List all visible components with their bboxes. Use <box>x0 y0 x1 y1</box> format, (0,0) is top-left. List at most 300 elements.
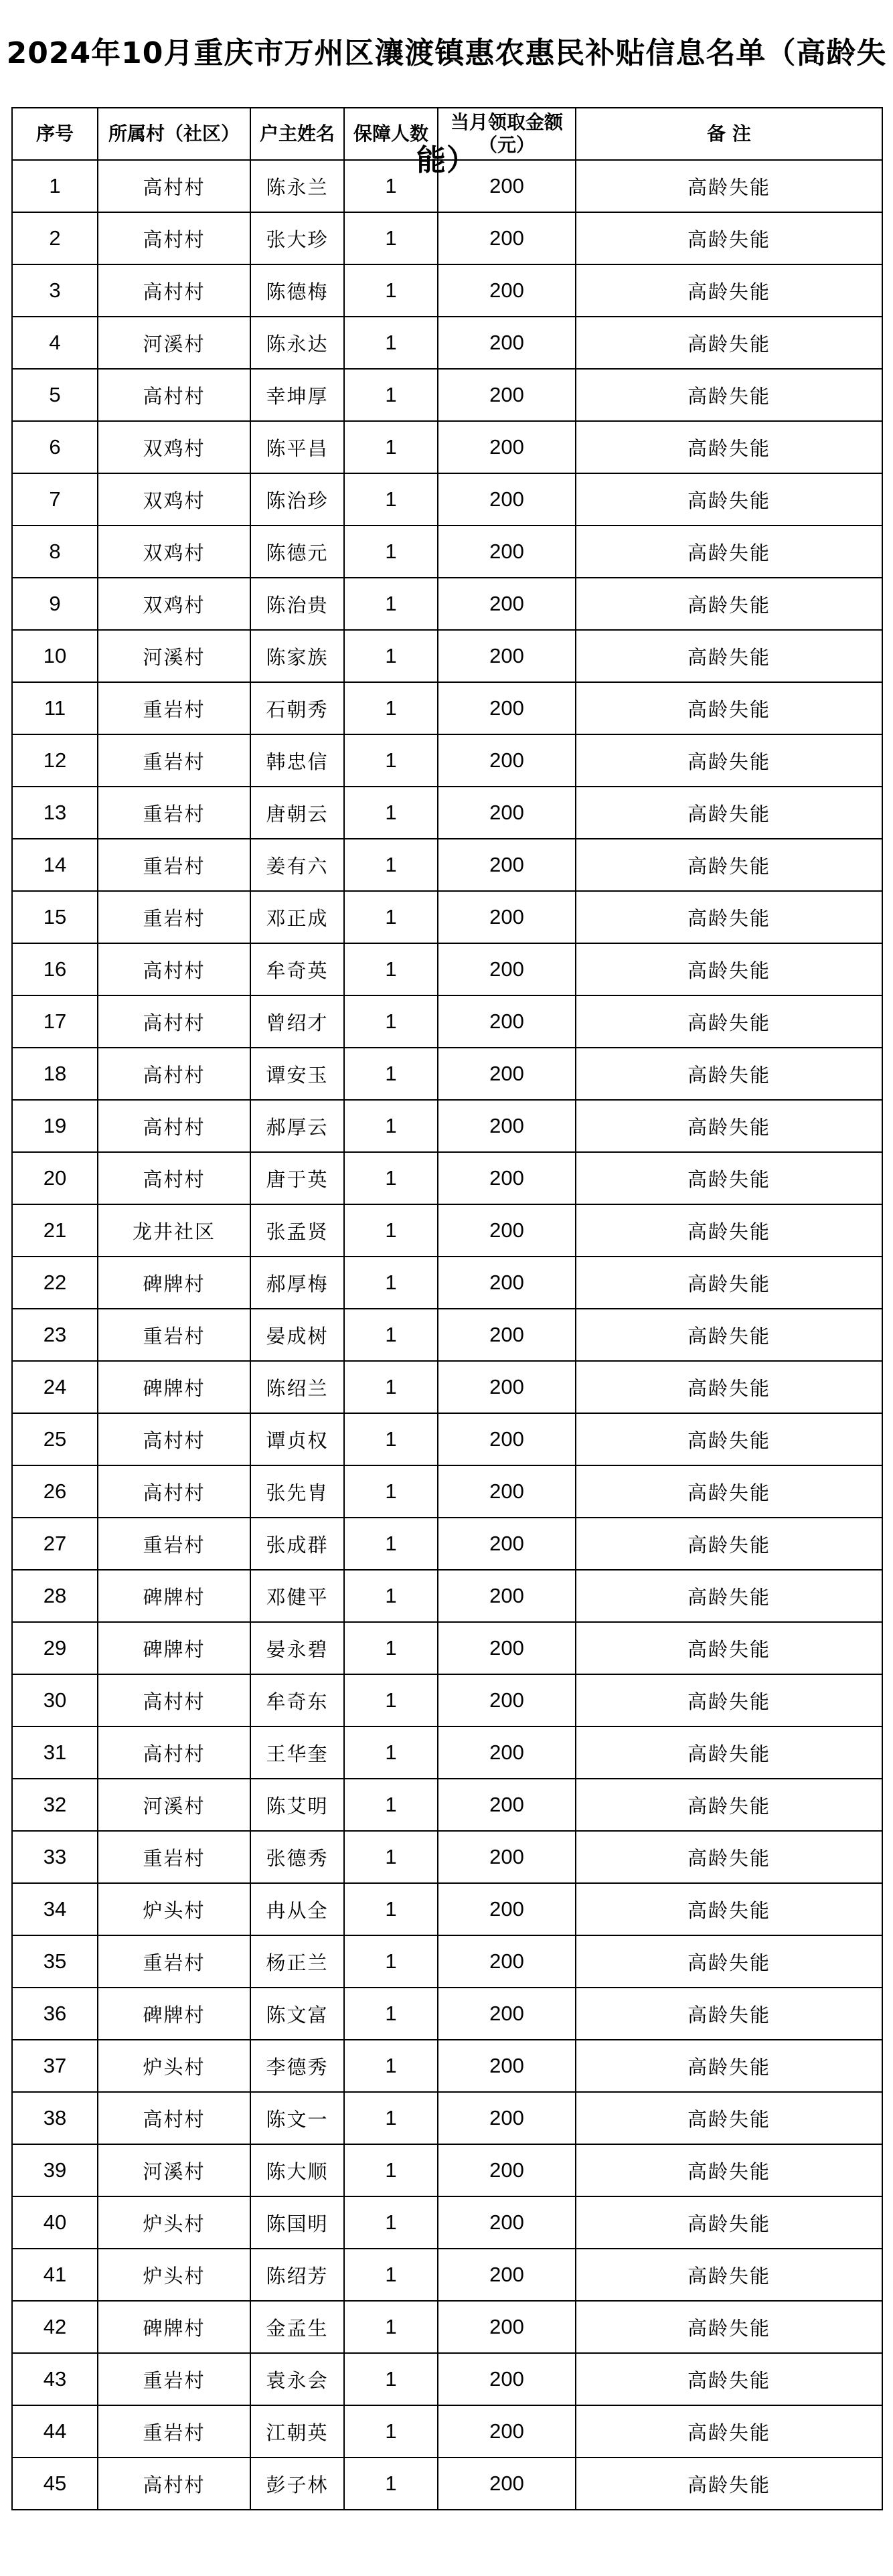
cell-no: 33 <box>12 1831 98 1883</box>
cell-no: 27 <box>12 1518 98 1570</box>
cell-note: 高龄失能 <box>576 1779 882 1831</box>
header-name: 户主姓名 <box>250 108 344 160</box>
cell-note: 高龄失能 <box>576 1048 882 1100</box>
subsidy-table <box>11 107 883 2510</box>
cell-amount: 200 <box>438 1204 576 1257</box>
cell-count: 1 <box>344 1518 438 1570</box>
cell-note: 高龄失能 <box>576 943 882 995</box>
cell-count: 1 <box>344 2353 438 2405</box>
table-row <box>12 1988 882 2040</box>
cell-note: 高龄失能 <box>576 1100 882 1152</box>
cell-count: 1 <box>344 1883 438 1935</box>
cell-amount: 200 <box>438 1361 576 1413</box>
cell-name: 幸坤厚 <box>250 369 344 421</box>
cell-count: 1 <box>344 2092 438 2144</box>
cell-amount: 200 <box>438 1883 576 1935</box>
table-row <box>12 1413 882 1465</box>
table-row <box>12 1883 882 1935</box>
cell-village: 高村村 <box>98 2092 250 2144</box>
cell-village: 高村村 <box>98 1465 250 1518</box>
cell-note: 高龄失能 <box>576 421 882 473</box>
cell-amount: 200 <box>438 1152 576 1204</box>
cell-count: 1 <box>344 421 438 473</box>
table-row <box>12 421 882 473</box>
cell-village: 高村村 <box>98 2458 250 2510</box>
cell-count: 1 <box>344 317 438 369</box>
cell-no: 31 <box>12 1726 98 1779</box>
cell-note: 高龄失能 <box>576 630 882 682</box>
cell-village: 重岩村 <box>98 891 250 943</box>
cell-no: 29 <box>12 1622 98 1674</box>
cell-count: 1 <box>344 526 438 578</box>
cell-count: 1 <box>344 1570 438 1622</box>
cell-village: 高村村 <box>98 212 250 264</box>
cell-village: 双鸡村 <box>98 578 250 630</box>
cell-no: 1 <box>12 160 98 212</box>
cell-name: 谭贞权 <box>250 1413 344 1465</box>
cell-no: 11 <box>12 682 98 734</box>
table-row <box>12 2353 882 2405</box>
cell-amount: 200 <box>438 473 576 526</box>
cell-note: 高龄失能 <box>576 1152 882 1204</box>
cell-note: 高龄失能 <box>576 2040 882 2092</box>
cell-name: 谭安玉 <box>250 1048 344 1100</box>
cell-note: 高龄失能 <box>576 1726 882 1779</box>
cell-amount: 200 <box>438 2249 576 2301</box>
cell-name: 晏成树 <box>250 1309 344 1361</box>
cell-note: 高龄失能 <box>576 1674 882 1726</box>
cell-amount: 200 <box>438 787 576 839</box>
cell-village: 高村村 <box>98 1413 250 1465</box>
cell-no: 37 <box>12 2040 98 2092</box>
cell-no: 22 <box>12 1257 98 1309</box>
cell-name: 牟奇英 <box>250 943 344 995</box>
cell-note: 高龄失能 <box>576 1204 882 1257</box>
cell-note: 高龄失能 <box>576 1518 882 1570</box>
cell-note: 高龄失能 <box>576 2458 882 2510</box>
cell-note: 高龄失能 <box>576 2249 882 2301</box>
table-row <box>12 734 882 787</box>
cell-village: 高村村 <box>98 1100 250 1152</box>
cell-note: 高龄失能 <box>576 1831 882 1883</box>
cell-name: 王华奎 <box>250 1726 344 1779</box>
cell-village: 碑牌村 <box>98 1257 250 1309</box>
cell-amount: 200 <box>438 1988 576 2040</box>
cell-amount: 200 <box>438 2458 576 2510</box>
cell-name: 陈绍芳 <box>250 2249 344 2301</box>
cell-name: 李德秀 <box>250 2040 344 2092</box>
cell-amount: 200 <box>438 1048 576 1100</box>
cell-count: 1 <box>344 1204 438 1257</box>
table-row <box>12 2092 882 2144</box>
header-no: 序号 <box>12 108 98 160</box>
cell-village: 高村村 <box>98 369 250 421</box>
cell-amount: 200 <box>438 2405 576 2458</box>
header-note: 备 注 <box>576 108 882 160</box>
cell-name: 牟奇东 <box>250 1674 344 1726</box>
table-row <box>12 317 882 369</box>
cell-note: 高龄失能 <box>576 787 882 839</box>
table-row <box>12 1100 882 1152</box>
cell-count: 1 <box>344 1779 438 1831</box>
cell-count: 1 <box>344 1465 438 1518</box>
cell-count: 1 <box>344 787 438 839</box>
cell-name: 陈平昌 <box>250 421 344 473</box>
cell-village: 重岩村 <box>98 2353 250 2405</box>
cell-name: 晏永碧 <box>250 1622 344 1674</box>
cell-village: 高村村 <box>98 943 250 995</box>
cell-amount: 200 <box>438 891 576 943</box>
cell-name: 陈永兰 <box>250 160 344 212</box>
table-row <box>12 369 882 421</box>
cell-amount: 200 <box>438 943 576 995</box>
cell-note: 高龄失能 <box>576 317 882 369</box>
table-row <box>12 787 882 839</box>
cell-name: 张成群 <box>250 1518 344 1570</box>
cell-note: 高龄失能 <box>576 473 882 526</box>
cell-name: 冉从全 <box>250 1883 344 1935</box>
cell-no: 9 <box>12 578 98 630</box>
cell-village: 炉头村 <box>98 2249 250 2301</box>
cell-count: 1 <box>344 1413 438 1465</box>
cell-amount: 200 <box>438 1413 576 1465</box>
header-count: 保障人数 <box>344 108 438 160</box>
cell-no: 41 <box>12 2249 98 2301</box>
cell-village: 碑牌村 <box>98 1622 250 1674</box>
cell-no: 18 <box>12 1048 98 1100</box>
table-row <box>12 212 882 264</box>
cell-name: 江朝英 <box>250 2405 344 2458</box>
cell-village: 碑牌村 <box>98 1570 250 1622</box>
cell-amount: 200 <box>438 1518 576 1570</box>
cell-name: 陈德梅 <box>250 264 344 317</box>
cell-village: 重岩村 <box>98 682 250 734</box>
cell-no: 10 <box>12 630 98 682</box>
cell-village: 高村村 <box>98 995 250 1048</box>
cell-no: 38 <box>12 2092 98 2144</box>
cell-amount: 200 <box>438 1779 576 1831</box>
cell-amount: 200 <box>438 1674 576 1726</box>
cell-no: 25 <box>12 1413 98 1465</box>
document-title: 2024年10月重庆市万州区瀼渡镇惠农惠民补贴信息名单（高龄失能） <box>6 36 887 177</box>
cell-name: 彭子林 <box>250 2458 344 2510</box>
cell-no: 19 <box>12 1100 98 1152</box>
cell-amount: 200 <box>438 526 576 578</box>
cell-village: 重岩村 <box>98 2405 250 2458</box>
cell-count: 1 <box>344 1622 438 1674</box>
cell-count: 1 <box>344 1988 438 2040</box>
cell-count: 1 <box>344 473 438 526</box>
cell-village: 碑牌村 <box>98 2301 250 2353</box>
cell-village: 河溪村 <box>98 1779 250 1831</box>
cell-note: 高龄失能 <box>576 1883 882 1935</box>
table-row <box>12 1518 882 1570</box>
cell-amount: 200 <box>438 369 576 421</box>
cell-amount: 200 <box>438 734 576 787</box>
cell-note: 高龄失能 <box>576 839 882 891</box>
cell-no: 6 <box>12 421 98 473</box>
cell-village: 重岩村 <box>98 1309 250 1361</box>
cell-name: 邓正成 <box>250 891 344 943</box>
cell-no: 30 <box>12 1674 98 1726</box>
cell-note: 高龄失能 <box>576 212 882 264</box>
cell-amount: 200 <box>438 578 576 630</box>
cell-amount: 200 <box>438 2040 576 2092</box>
cell-name: 杨正兰 <box>250 1935 344 1988</box>
table-row <box>12 2040 882 2092</box>
cell-name: 唐朝云 <box>250 787 344 839</box>
cell-note: 高龄失能 <box>576 1622 882 1674</box>
cell-count: 1 <box>344 1935 438 1988</box>
table-row <box>12 160 882 212</box>
cell-no: 28 <box>12 1570 98 1622</box>
cell-note: 高龄失能 <box>576 2092 882 2144</box>
cell-name: 姜有六 <box>250 839 344 891</box>
cell-village: 河溪村 <box>98 317 250 369</box>
cell-village: 双鸡村 <box>98 526 250 578</box>
table-body <box>12 160 882 2510</box>
cell-note: 高龄失能 <box>576 1465 882 1518</box>
cell-note: 高龄失能 <box>576 526 882 578</box>
cell-note: 高龄失能 <box>576 1361 882 1413</box>
cell-no: 42 <box>12 2301 98 2353</box>
table-row <box>12 1361 882 1413</box>
cell-count: 1 <box>344 2301 438 2353</box>
cell-village: 炉头村 <box>98 1883 250 1935</box>
table-row <box>12 1257 882 1309</box>
table-row <box>12 473 882 526</box>
table-row <box>12 943 882 995</box>
cell-note: 高龄失能 <box>576 995 882 1048</box>
cell-note: 高龄失能 <box>576 1935 882 1988</box>
cell-amount: 200 <box>438 317 576 369</box>
cell-count: 1 <box>344 1257 438 1309</box>
cell-count: 1 <box>344 264 438 317</box>
cell-name: 韩忠信 <box>250 734 344 787</box>
cell-no: 2 <box>12 212 98 264</box>
cell-village: 碑牌村 <box>98 1988 250 2040</box>
cell-count: 1 <box>344 160 438 212</box>
cell-note: 高龄失能 <box>576 1988 882 2040</box>
table-row <box>12 2196 882 2249</box>
cell-note: 高龄失能 <box>576 160 882 212</box>
cell-amount: 200 <box>438 1570 576 1622</box>
cell-name: 陈大顺 <box>250 2144 344 2196</box>
table-row <box>12 1465 882 1518</box>
cell-count: 1 <box>344 839 438 891</box>
cell-no: 35 <box>12 1935 98 1988</box>
cell-name: 陈德元 <box>250 526 344 578</box>
cell-no: 43 <box>12 2353 98 2405</box>
cell-village: 高村村 <box>98 264 250 317</box>
cell-count: 1 <box>344 2249 438 2301</box>
table-row <box>12 2144 882 2196</box>
table-row <box>12 1048 882 1100</box>
cell-village: 高村村 <box>98 1048 250 1100</box>
cell-no: 39 <box>12 2144 98 2196</box>
cell-village: 高村村 <box>98 1726 250 1779</box>
cell-amount: 200 <box>438 1726 576 1779</box>
cell-count: 1 <box>344 995 438 1048</box>
cell-count: 1 <box>344 1726 438 1779</box>
cell-name: 陈文富 <box>250 1988 344 2040</box>
cell-name: 陈国明 <box>250 2196 344 2249</box>
cell-village: 重岩村 <box>98 734 250 787</box>
cell-village: 碑牌村 <box>98 1361 250 1413</box>
cell-count: 1 <box>344 891 438 943</box>
cell-no: 13 <box>12 787 98 839</box>
cell-count: 1 <box>344 943 438 995</box>
cell-no: 3 <box>12 264 98 317</box>
cell-name: 张先胄 <box>250 1465 344 1518</box>
cell-name: 陈治贵 <box>250 578 344 630</box>
cell-no: 5 <box>12 369 98 421</box>
cell-count: 1 <box>344 1152 438 1204</box>
cell-count: 1 <box>344 212 438 264</box>
table-row <box>12 1204 882 1257</box>
cell-no: 21 <box>12 1204 98 1257</box>
table-row <box>12 995 882 1048</box>
cell-amount: 200 <box>438 2092 576 2144</box>
table-row <box>12 682 882 734</box>
cell-note: 高龄失能 <box>576 2301 882 2353</box>
cell-amount: 200 <box>438 2353 576 2405</box>
cell-village: 重岩村 <box>98 1935 250 1988</box>
cell-no: 40 <box>12 2196 98 2249</box>
cell-no: 44 <box>12 2405 98 2458</box>
cell-name: 郝厚云 <box>250 1100 344 1152</box>
cell-village: 双鸡村 <box>98 421 250 473</box>
table-row <box>12 1152 882 1204</box>
cell-note: 高龄失能 <box>576 2144 882 2196</box>
cell-note: 高龄失能 <box>576 1570 882 1622</box>
cell-no: 17 <box>12 995 98 1048</box>
cell-count: 1 <box>344 2196 438 2249</box>
table-row <box>12 526 882 578</box>
table-row <box>12 1309 882 1361</box>
cell-no: 24 <box>12 1361 98 1413</box>
cell-no: 34 <box>12 1883 98 1935</box>
cell-name: 张德秀 <box>250 1831 344 1883</box>
cell-name: 张大珍 <box>250 212 344 264</box>
cell-village: 高村村 <box>98 1152 250 1204</box>
cell-no: 12 <box>12 734 98 787</box>
cell-amount: 200 <box>438 1465 576 1518</box>
cell-count: 1 <box>344 1831 438 1883</box>
cell-note: 高龄失能 <box>576 1257 882 1309</box>
cell-note: 高龄失能 <box>576 2405 882 2458</box>
cell-count: 1 <box>344 1309 438 1361</box>
cell-note: 高龄失能 <box>576 734 882 787</box>
cell-name: 陈文一 <box>250 2092 344 2144</box>
cell-amount: 200 <box>438 839 576 891</box>
cell-amount: 200 <box>438 1100 576 1152</box>
cell-count: 1 <box>344 1361 438 1413</box>
table-row <box>12 1831 882 1883</box>
cell-amount: 200 <box>438 264 576 317</box>
cell-no: 8 <box>12 526 98 578</box>
cell-village: 龙井社区 <box>98 1204 250 1257</box>
cell-note: 高龄失能 <box>576 2353 882 2405</box>
cell-name: 陈家族 <box>250 630 344 682</box>
cell-name: 金孟生 <box>250 2301 344 2353</box>
cell-no: 7 <box>12 473 98 526</box>
cell-amount: 200 <box>438 421 576 473</box>
cell-name: 邓健平 <box>250 1570 344 1622</box>
cell-no: 23 <box>12 1309 98 1361</box>
table-row <box>12 839 882 891</box>
cell-name: 陈艾明 <box>250 1779 344 1831</box>
cell-name: 曾绍才 <box>250 995 344 1048</box>
cell-no: 14 <box>12 839 98 891</box>
cell-village: 炉头村 <box>98 2040 250 2092</box>
cell-count: 1 <box>344 578 438 630</box>
table-header-row <box>12 108 882 160</box>
cell-amount: 200 <box>438 160 576 212</box>
cell-amount: 200 <box>438 212 576 264</box>
cell-no: 36 <box>12 1988 98 2040</box>
cell-amount: 200 <box>438 1622 576 1674</box>
cell-note: 高龄失能 <box>576 578 882 630</box>
cell-note: 高龄失能 <box>576 264 882 317</box>
cell-village: 重岩村 <box>98 1831 250 1883</box>
cell-count: 1 <box>344 2144 438 2196</box>
cell-name: 郝厚梅 <box>250 1257 344 1309</box>
table-row <box>12 1674 882 1726</box>
cell-count: 1 <box>344 1048 438 1100</box>
cell-note: 高龄失能 <box>576 1413 882 1465</box>
cell-no: 4 <box>12 317 98 369</box>
table-row <box>12 1570 882 1622</box>
table-row <box>12 1726 882 1779</box>
cell-village: 双鸡村 <box>98 473 250 526</box>
cell-village: 炉头村 <box>98 2196 250 2249</box>
cell-amount: 200 <box>438 1257 576 1309</box>
table-row <box>12 2301 882 2353</box>
cell-count: 1 <box>344 1100 438 1152</box>
cell-name: 石朝秀 <box>250 682 344 734</box>
cell-no: 26 <box>12 1465 98 1518</box>
cell-amount: 200 <box>438 2196 576 2249</box>
cell-village: 高村村 <box>98 160 250 212</box>
cell-count: 1 <box>344 2405 438 2458</box>
table-row <box>12 630 882 682</box>
cell-amount: 200 <box>438 2144 576 2196</box>
table-row <box>12 891 882 943</box>
cell-amount: 200 <box>438 630 576 682</box>
cell-no: 20 <box>12 1152 98 1204</box>
cell-no: 45 <box>12 2458 98 2510</box>
cell-amount: 200 <box>438 1831 576 1883</box>
cell-village: 河溪村 <box>98 630 250 682</box>
cell-amount: 200 <box>438 1935 576 1988</box>
cell-village: 河溪村 <box>98 2144 250 2196</box>
cell-count: 1 <box>344 2040 438 2092</box>
cell-count: 1 <box>344 2458 438 2510</box>
cell-count: 1 <box>344 630 438 682</box>
cell-count: 1 <box>344 682 438 734</box>
table-row <box>12 1935 882 1988</box>
cell-name: 陈绍兰 <box>250 1361 344 1413</box>
table-row <box>12 1779 882 1831</box>
header-village: 所属村（社区） <box>98 108 250 160</box>
cell-name: 袁永会 <box>250 2353 344 2405</box>
cell-count: 1 <box>344 734 438 787</box>
cell-village: 重岩村 <box>98 1518 250 1570</box>
cell-name: 张孟贤 <box>250 1204 344 1257</box>
table-row <box>12 578 882 630</box>
cell-name: 陈治珍 <box>250 473 344 526</box>
